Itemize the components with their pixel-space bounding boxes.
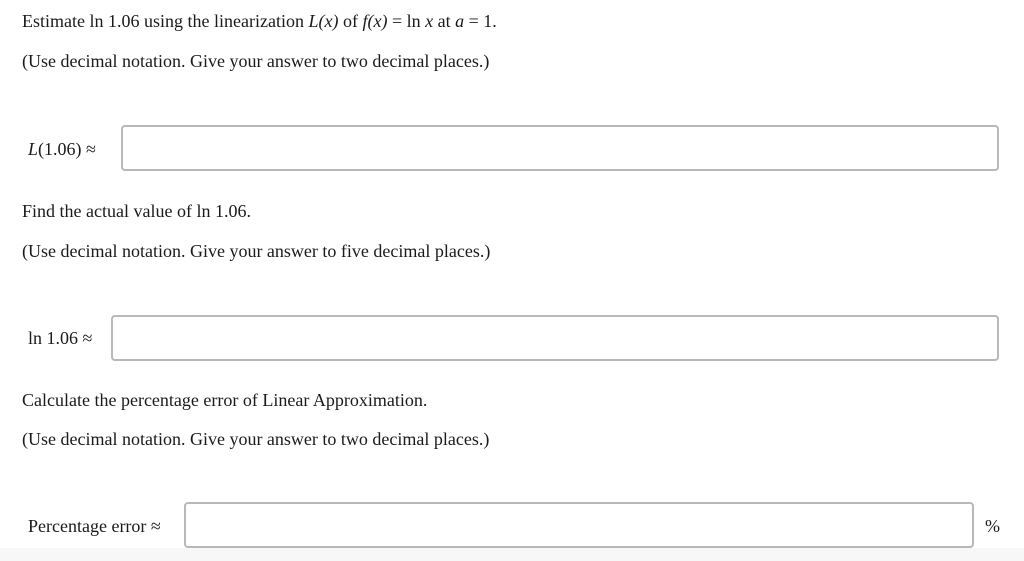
ln-function: ln <box>89 11 104 31</box>
math-var-L: L <box>28 139 39 159</box>
prompt-text: = 1. <box>464 11 497 31</box>
math-var-L: L <box>308 11 319 31</box>
prompt-text: 1.06 using the linearization <box>103 11 309 31</box>
prompt-text: = <box>387 11 407 31</box>
prompt-text: at <box>433 11 456 31</box>
prompt-text: Estimate <box>22 11 90 31</box>
question-2-instruction: (Use decimal notation. Give your answer to five decimal places.) <box>22 241 491 261</box>
answer-label-text: (1.06) ≈ <box>38 139 96 159</box>
math-var-x: x <box>420 11 434 31</box>
question-3-instruction: (Use decimal notation. Give your answer to two decimal places.) <box>22 429 490 449</box>
question-1-instruction: (Use decimal notation. Give your answer to two decimal places.) <box>22 51 490 71</box>
linearization-answer-input[interactable] <box>121 125 999 171</box>
percent-unit-label: % <box>985 516 1000 536</box>
actual-value-answer-input[interactable] <box>111 315 999 361</box>
question-2-prompt: Find the actual value of ln 1.06. <box>22 201 251 221</box>
math-arg: (x) <box>318 11 339 31</box>
prompt-text: of <box>338 11 363 31</box>
question-3-prompt: Calculate the percentage error of Linear Approximation. <box>22 390 428 410</box>
answer-1-label <box>28 138 96 160</box>
page-bottom-edge <box>0 548 1024 561</box>
ln-function: ln <box>406 11 421 31</box>
percentage-error-answer-input[interactable] <box>184 502 974 548</box>
answer-3-label: Percentage error ≈ <box>28 516 161 536</box>
answer-2-label: ln 1.06 ≈ <box>28 328 93 348</box>
math-var-a: a <box>455 11 465 31</box>
question-1-prompt <box>22 10 497 32</box>
math-var-f: f <box>362 11 368 31</box>
math-arg: (x) <box>367 11 388 31</box>
